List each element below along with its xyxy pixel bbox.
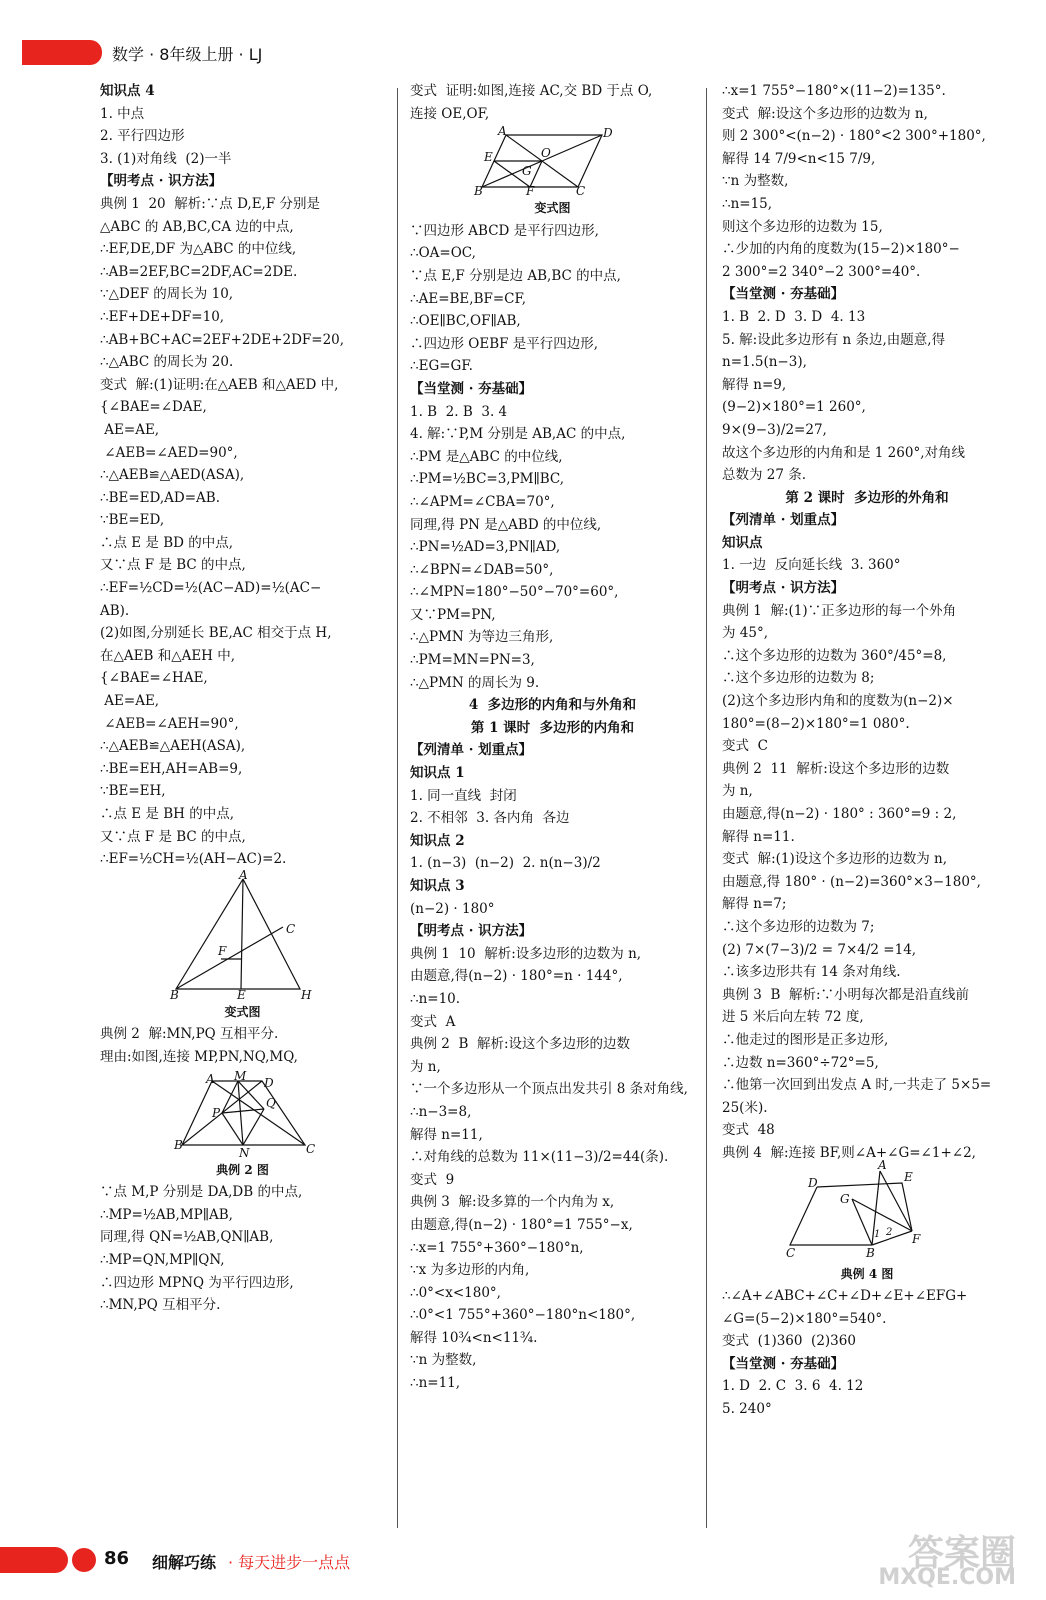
text-line: 1. 中点	[100, 105, 145, 122]
text-line: 为 n,	[410, 1058, 441, 1075]
text-line: ∴OE∥BC,OF∥AB,	[410, 313, 521, 330]
text-line: 典例 1 10 解析:设多边形的边数为 n,	[410, 945, 642, 962]
text-line: ∴边数 n=360°÷72°=5,	[722, 1054, 879, 1071]
text-line: (2)如图,分别延长 BE,AC 相交于点 H,	[100, 625, 332, 642]
text-line: ∴x=1 755°+360°−180°n,	[410, 1239, 584, 1256]
text-line: ∴PN=½AD=3,PN∥AD,	[410, 539, 561, 556]
text-line: ∠AEB=∠AED=90°,	[100, 444, 238, 461]
point-label: M	[234, 1068, 247, 1083]
text-line: 9×(9−3)/2=27,	[722, 421, 827, 438]
column-3	[722, 80, 1012, 1421]
text-line: ∴他第一次回到出发点 A 时,一共走了 5×5=	[722, 1077, 992, 1094]
figure-caption: 典例 2 图	[216, 1162, 269, 1177]
text-line: ∴∠APM=∠CBA=70°,	[410, 493, 555, 510]
text-line: 5. 240°	[722, 1401, 772, 1418]
column-divider	[706, 88, 707, 1528]
text-line: ∴n−3=8,	[410, 1103, 472, 1120]
text-line: ∵点 E,F 分别是边 AB,BC 的中点,	[410, 267, 621, 284]
text-line: ∴MN,PQ 互相平分.	[100, 1297, 221, 1314]
text-line: 变式 解:设这个多边形的边数为 n,	[722, 105, 928, 122]
section-heading: 知识点 2	[410, 832, 465, 849]
text-line: (2) 7×(7−3)/2 = 7×4/2 =14,	[722, 941, 917, 958]
text-line: 变式 解:(1)证明:在△AEB 和△AED 中,	[100, 376, 339, 393]
section-heading: 【明考点 · 识方法】	[100, 173, 223, 190]
text-line: 解得 n=7;	[722, 896, 787, 913]
text-line: 由题意,得(n−2) · 180° : 360°=9 : 2,	[722, 806, 957, 822]
section-heading: 【列清单 · 划重点】	[410, 742, 533, 759]
text-line: 为 n,	[722, 783, 753, 800]
point-label: B	[866, 1245, 875, 1260]
section-heading: 【当堂测 · 夯基础】	[722, 1355, 845, 1372]
text-line: (2)这个多边形内角和的度数为(n−2)×	[722, 693, 954, 710]
text-line: 又∵PM=PN,	[410, 606, 496, 623]
point-label: D	[808, 1175, 818, 1190]
text-line: AE=AE,	[100, 693, 160, 710]
point-label: E	[904, 1169, 913, 1184]
text-line: 同理,得 QN=½AB,QN∥AB,	[100, 1229, 274, 1246]
text-line: ∴该多边形共有 14 条对角线.	[722, 964, 901, 981]
figure-parallelogram	[410, 124, 695, 199]
text-line: 同理,得 PN 是△ABD 的中位线,	[410, 516, 602, 533]
text-line: ∴四边形 OEBF 是平行四边形,	[410, 335, 599, 352]
text-line: (n−2) · 180°	[410, 900, 495, 917]
section-heading: 知识点 3	[410, 878, 465, 894]
text-line: 1. D 2. C 3. 6 4. 12	[722, 1378, 864, 1395]
text-line: 典例 3 解:设多算的一个内角为 x,	[410, 1194, 615, 1211]
point-label: B	[174, 1137, 183, 1152]
point-label: D	[603, 126, 613, 141]
text-line: ∴0°<x<180°,	[410, 1284, 501, 1301]
text-line: ∵n 为整数,	[410, 1352, 477, 1369]
section-heading: 【当堂测 · 夯基础】	[722, 286, 845, 303]
section-heading: 知识点 4	[100, 83, 155, 99]
point-label: F	[218, 943, 227, 958]
text-line: {∠BAE=∠DAE,	[100, 399, 207, 416]
text-line: ∴OA=OC,	[410, 245, 476, 262]
page-number: 86	[104, 1548, 130, 1569]
point-label: C	[306, 1141, 316, 1156]
text-line: 典例 4 解:连接 BF,则∠A+∠G=∠1+∠2,	[722, 1144, 976, 1161]
text-line: ∵BE=ED,	[100, 512, 165, 529]
point-label: A	[239, 867, 248, 882]
lesson-title: 4 多边形的内角和与外角和	[468, 697, 637, 714]
header-subject: 数学 · 8年级上册 · LJ	[112, 45, 263, 64]
text-line: 典例 3 B 解析:∵小明每次都是沿直线前	[722, 986, 970, 1003]
text-line: 典例 2 B 解析:设这个多边形的边数	[410, 1036, 631, 1053]
text-line: ∠G=(5−2)×180°=540°.	[722, 1310, 887, 1327]
text-line: AB).	[100, 602, 130, 619]
text-line: ∴AE=BE,BF=CF,	[410, 290, 527, 307]
text-line: ∵BE=EH,	[100, 783, 166, 800]
text-line: 则 2 300°<(n−2) · 180°<2 300°+180°,	[722, 128, 986, 145]
watermark-url: MXQE.COM	[878, 1565, 1016, 1590]
text-line: ∴这个多边形的边数为 360°/45°=8,	[722, 647, 947, 664]
point-label: H	[301, 987, 312, 1002]
text-line: ∴n=15,	[722, 195, 773, 212]
text-line: 变式 9	[410, 1171, 455, 1188]
text-line: ∴这个多边形的边数为 8;	[722, 670, 875, 687]
column-1	[100, 80, 385, 1317]
section-heading: 【明考点 · 识方法】	[410, 923, 533, 940]
point-label: G	[840, 1191, 850, 1206]
text-line: 解得 n=9,	[722, 376, 787, 393]
watermark-logo: 答案圈	[907, 1533, 1016, 1574]
point-label: E	[237, 987, 246, 1002]
text-line: 2. 平行四边形	[100, 128, 185, 145]
text-line: 25(米).	[722, 1099, 768, 1116]
text-line: 解得 14 7/9<n<15 7/9,	[722, 150, 876, 167]
text-line: ∴∠MPN=180°−50°−70°=60°,	[410, 584, 619, 601]
text-line: 进 5 米后向左转 72 度,	[722, 1009, 864, 1026]
text-line: ∴∠A+∠ABC+∠C+∠D+∠E+∠EFG+	[722, 1288, 968, 1305]
text-line: 变式 C	[722, 738, 768, 755]
text-line: ∴对角线的总数为 11×(11−3)/2=44(条).	[410, 1149, 669, 1166]
column-divider	[397, 88, 398, 1528]
text-line: 1. B 2. B 3. 4	[410, 403, 508, 420]
point-label: Q	[266, 1095, 276, 1110]
text-line: ∴∠BPN=∠DAB=50°,	[410, 561, 554, 578]
section-heading: 【明考点 · 识方法】	[722, 580, 845, 597]
slogan: · 每天进步一点点	[228, 1553, 351, 1572]
text-line: 典例 1 解:(1)∵正多边形的每一个外角	[722, 602, 957, 619]
point-label: F	[526, 184, 535, 199]
text-line: ∵△DEF 的周长为 10,	[100, 286, 234, 303]
text-line: 由题意,得 180° · (n−2)=360°×3−180°,	[722, 873, 981, 890]
point-label: N	[239, 1145, 250, 1160]
figure-caption: 变式图	[224, 1004, 261, 1019]
column-2	[410, 80, 695, 1395]
point-label: E	[484, 150, 493, 165]
text-line: ∴EF+DE+DF=10,	[100, 308, 225, 325]
text-line: ∴0°<1 755°+360°−180°n<180°,	[410, 1307, 636, 1324]
text-line: 变式 解:(1)设这个多边形的边数为 n,	[722, 851, 948, 868]
text-line: 解得 n=11.	[722, 828, 795, 845]
text-line: 在△AEB 和△AEH 中,	[100, 647, 236, 664]
point-label: C	[286, 921, 296, 936]
text-line: ∴△ABC 的周长为 20.	[100, 354, 234, 371]
text-line: ∴少加的内角的度数为(15−2)×180°−	[722, 241, 960, 258]
point-label: G	[522, 164, 532, 179]
text-line: ∵n 为整数,	[722, 173, 789, 190]
text-line: 1. 一边 反向延长线 3. 360°	[722, 557, 901, 574]
text-line: 由题意,得(n−2) · 180°=1 755°−x,	[410, 1216, 633, 1233]
point-label: F	[912, 1231, 921, 1246]
text-line: ∴n=11,	[410, 1375, 461, 1392]
text-line: ∴点 E 是 BD 的中点,	[100, 534, 234, 551]
text-line: ∴AB+BC+AC=2EF+2DE+2DF=20,	[100, 331, 345, 348]
text-line: ∴PM=½BC=3,PM∥BC,	[410, 471, 565, 488]
text-line: ∴EF=½CD=½(AC−AD)=½(AC−	[100, 580, 322, 597]
text-line: ∴△AEB≌△AEH(ASA),	[100, 738, 246, 755]
text-line: ∴BE=ED,AD=AB.	[100, 489, 221, 506]
text-line: 由题意,得(n−2) · 180°=n · 144°,	[410, 968, 623, 985]
book-title: 细解巧练	[152, 1553, 217, 1572]
text-line: △ABC 的 AB,BC,CA 边的中点,	[100, 218, 294, 235]
text-line: ∴△PMN 为等边三角形,	[410, 629, 554, 646]
section-heading: 知识点 1	[410, 765, 465, 782]
text-line: ∠AEB=∠AEH=90°,	[100, 715, 239, 732]
text-line: 变式 证明:如图,连接 AC,交 BD 于点 O,	[410, 83, 653, 99]
figure-caption: 典例 4 图	[840, 1266, 894, 1281]
text-line: ∴EF=½CH=½(AH−AC)=2.	[100, 851, 287, 868]
text-line: ∴AB=2EF,BC=2DF,AC=2DE.	[100, 263, 298, 280]
text-line: 变式 48	[722, 1122, 775, 1139]
point-label: A	[206, 1071, 215, 1086]
text-line: 变式 (1)360 (2)360	[722, 1333, 856, 1350]
text-line: ∵x 为多边形的内角,	[410, 1262, 530, 1279]
section-heading: 【当堂测 · 夯基础】	[410, 380, 533, 397]
text-line: 典例 2 解:MN,PQ 互相平分.	[100, 1026, 279, 1043]
text-line: {∠BAE=∠HAE,	[100, 670, 208, 687]
text-line: ∴x=1 755°−180°×(11−2)=135°.	[722, 83, 946, 99]
point-label: D	[264, 1075, 274, 1090]
text-line: 理由:如图,连接 MP,PN,NQ,MQ,	[100, 1048, 298, 1065]
text-line: ∴MP=QN,MP∥QN,	[100, 1251, 225, 1268]
footer-accent-dot	[72, 1548, 96, 1572]
text-line: ∴点 E 是 BH 的中点,	[100, 806, 235, 822]
text-line: ∵一个多边形从一个顶点出发共引 8 条对角线,	[410, 1081, 688, 1098]
text-line: 典例 2 11 解析:设这个多边形的边数	[722, 760, 950, 777]
point-label: C	[786, 1245, 796, 1260]
text-line: 1. (n−3) (n−2) 2. n(n−3)/2	[410, 855, 601, 872]
figure-caption: 变式图	[534, 201, 571, 216]
text-line: ∴他走过的图形是正多边形,	[722, 1031, 889, 1048]
angle-label: 1	[874, 1228, 881, 1240]
text-line: ∴EF,DE,DF 为△ABC 的中位线,	[100, 241, 297, 258]
lesson-subtitle: 第 2 课时 多边形的外角和	[785, 489, 949, 506]
text-line: 变式 A	[410, 1013, 456, 1030]
point-label: A	[878, 1157, 887, 1172]
text-line: 故这个多边形的内角和是 1 260°,对角线	[722, 444, 965, 461]
text-line: 为 45°,	[722, 625, 769, 642]
text-line: 典例 1 20 解析:∵点 D,E,F 分别是	[100, 195, 321, 212]
text-line: 1. B 2. D 3. D 4. 13	[722, 308, 866, 325]
angle-label: 2	[886, 1226, 893, 1238]
text-line: 180°=(8−2)×180°=1 080°.	[722, 715, 910, 732]
footer-accent-bar	[0, 1547, 68, 1573]
header-accent-bar	[22, 40, 102, 65]
text-line: (9−2)×180°=1 260°,	[722, 399, 866, 416]
text-line: ∴这个多边形的边数为 7;	[722, 918, 875, 935]
text-line: 2 300°=2 340°−2 300°=40°.	[722, 263, 921, 280]
text-line: 4. 解:∵P,M 分别是 AB,AC 的中点,	[410, 426, 626, 443]
figure-example-4	[722, 1157, 1012, 1261]
text-line: 3. (1)对角线 (2)一半	[100, 150, 232, 167]
point-label: P	[212, 1105, 221, 1120]
text-line: ∵四边形 ABCD 是平行四边形,	[410, 222, 599, 239]
lesson-subtitle: 第 1 课时 多边形的内角和	[470, 719, 635, 736]
text-line: ∴MP=½AB,MP∥AB,	[100, 1206, 233, 1223]
point-label: C	[576, 184, 586, 199]
text-line: n=1.5(n−3),	[722, 354, 807, 371]
text-line: ∵点 M,P 分别是 DA,DB 的中点,	[100, 1184, 303, 1201]
text-line: ∴△PMN 的周长为 9.	[410, 674, 540, 691]
text-line: 2. 不相邻 3. 各内角 各边	[410, 810, 570, 827]
text-line: 又∵点 F 是 BC 的中点,	[100, 557, 246, 574]
text-line: 总数为 27 条.	[722, 467, 807, 484]
section-heading: 知识点	[722, 534, 763, 551]
text-line: ∴PM 是△ABC 的中位线,	[410, 448, 563, 465]
text-line: ∴EG=GF.	[410, 358, 473, 375]
text-line: 连接 OE,OF,	[410, 105, 490, 122]
text-line: ∴PM=MN=PN=3,	[410, 652, 535, 669]
text-line: ∴BE=EH,AH=AB=9,	[100, 760, 243, 777]
point-label: B	[474, 184, 483, 199]
text-line: 则这个多边形的边数为 15,	[722, 218, 883, 235]
text-line: 解得 10¾<n<11¾.	[410, 1329, 538, 1346]
text-line: ∴四边形 MPNQ 为平行四边形,	[100, 1274, 294, 1291]
point-label: B	[170, 987, 179, 1002]
text-line: 解得 n=11,	[410, 1126, 483, 1143]
section-heading: 【列清单 · 划重点】	[722, 512, 845, 529]
text-line: 5. 解:设此多边形有 n 条边,由题意,得	[722, 331, 946, 348]
text-line: ∴△AEB≌△AED(ASA),	[100, 467, 245, 484]
figure-triangle-ABH	[100, 867, 385, 1002]
text-line: AE=AE,	[100, 421, 160, 438]
point-label: O	[541, 146, 551, 161]
figure-example-2	[100, 1068, 385, 1160]
text-line: 又∵点 F 是 BC 的中点,	[100, 828, 246, 845]
text-line: ∴n=10.	[410, 990, 461, 1007]
text-line: 1. 同一直线 封闭	[410, 787, 517, 804]
point-label: A	[498, 124, 507, 139]
